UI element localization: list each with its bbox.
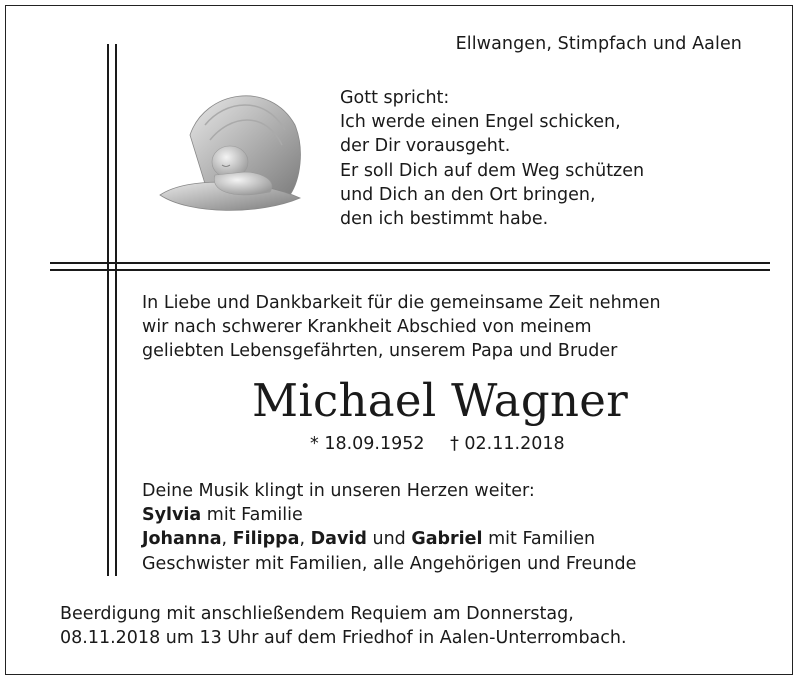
intro-line: wir nach schwerer Krankheit Abschied von meinem — [142, 317, 592, 338]
mourner-line — [142, 527, 636, 551]
life-dates — [310, 434, 565, 454]
quote-line: Ich werde einen Engel schicken, — [340, 112, 621, 133]
cross-horizontal-bar — [50, 262, 770, 271]
funeral-line: 08.11.2018 um 13 Uhr auf dem Friedhof in Aalen-Unterrombach. — [60, 628, 627, 649]
quote-line: der Dir vorausgeht. — [340, 136, 511, 157]
mourner-line — [142, 503, 636, 527]
death-date: † 02.11.2018 — [450, 434, 565, 454]
quote-line: und Dich an den Ort bringen, — [340, 184, 596, 205]
mourner-name: Johanna — [142, 529, 222, 550]
funeral-info — [60, 602, 627, 650]
bible-quote — [340, 86, 644, 231]
intro-text — [142, 291, 661, 364]
birth-date: * 18.09.1952 — [310, 434, 425, 454]
intro-line: In Liebe und Dankbarkeit für die gemeinsame Zeit nehmen — [142, 293, 661, 313]
deceased-name: Michael Wagner — [251, 374, 629, 427]
cross-vertical-bar — [107, 44, 118, 576]
separator: und — [366, 529, 412, 550]
mourner-line: Geschwister mit Familien, alle Angehörigen und Freunde — [142, 553, 637, 574]
mourner-name: Filippa — [232, 529, 300, 550]
mourners-list — [142, 479, 636, 576]
mourners-intro: Deine Musik klingt in unseren Herzen weiter: — [142, 481, 535, 501]
sleeping-angel-image — [150, 80, 310, 220]
mourner-suffix: mit Familie — [201, 505, 303, 526]
mourner-suffix: mit Familien — [482, 529, 596, 550]
quote-line: Gott spricht: — [340, 88, 450, 108]
mourner-name: David — [310, 529, 367, 550]
quote-line: den ich bestimmt habe. — [340, 209, 549, 230]
intro-line: geliebten Lebensgefährten, unserem Papa und Bruder — [142, 341, 618, 362]
mourner-name: Sylvia — [142, 505, 202, 526]
mourner-name: Gabriel — [411, 529, 483, 550]
quote-line: Er soll Dich auf dem Weg schützen — [340, 160, 645, 181]
separator: , — [221, 529, 233, 550]
place-names: Ellwangen, Stimpfach und Aalen — [455, 34, 742, 54]
separator: , — [299, 529, 311, 550]
funeral-line: Beerdigung mit anschließendem Requiem am Donnerstag, — [60, 604, 574, 624]
